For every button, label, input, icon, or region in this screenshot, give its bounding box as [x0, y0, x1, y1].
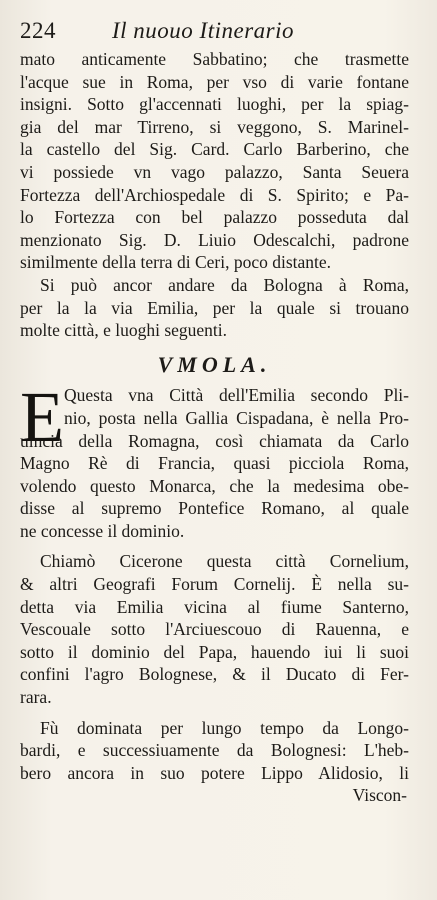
- text-line: disse al supremo Pontefice Romano, al quale: [20, 498, 409, 519]
- body-text: [20, 48, 409, 807]
- paragraph-5: [20, 717, 409, 785]
- paragraph-1: [20, 48, 409, 274]
- text-line: Questa vna Città dell'Emilia secondo Pli-: [64, 385, 409, 406]
- text-line: uincia della Romagna, così chiamata da Carlo: [20, 430, 409, 451]
- text-line: mato anticamente Sabbatino; che trasmette: [20, 49, 409, 69]
- text-line: Chiamò Cicerone questa città Cornelium,: [40, 551, 409, 572]
- text-line: la castello del Sig. Card. Carlo Barberino, che: [20, 139, 409, 160]
- text-line: insigni. Sotto gl'accennati luoghi, per la spiag-: [20, 94, 409, 115]
- text-line: Fortezza dell'Archiospedale di S. Spirito; e Pa-: [20, 184, 409, 205]
- text-line: nio, posta nella Gallia Cispadana, è nella Pro-: [64, 407, 409, 428]
- text-line: Magno Rè di Francia, quasi picciola Roma,: [20, 453, 409, 474]
- text-line: bardi, e successiuamente da Bolognesi: L'heb-: [20, 740, 409, 761]
- paragraph-4: [20, 550, 409, 708]
- paragraph-3: [20, 377, 409, 542]
- paragraph-2: [20, 274, 409, 342]
- page-header: [20, 18, 409, 48]
- text-line: bero ancora in suo potere Lippo Alidosio, li: [20, 762, 409, 783]
- text-line: similmente della terra di Ceri, poco distante.: [20, 252, 332, 273]
- catchword: Viscon-: [352, 785, 407, 806]
- text-line: per la la via Emilia, per la quale si trouano: [20, 297, 409, 318]
- text-line: vi possiede vn vago palazzo, Santa Seuera: [20, 161, 409, 182]
- running-title: Il nuouo Itinerario: [112, 18, 294, 43]
- text-line: Si può ancor andare da Bologna à Roma,: [40, 274, 409, 295]
- text-line: rara.: [20, 687, 52, 708]
- text-line: menzionato Sig. D. Liuio Odescalchi, padrone: [20, 229, 409, 250]
- text-line: Vescouale sotto l'Arciuescouo di Rauenna, e: [20, 619, 409, 640]
- page-number: 224: [20, 18, 56, 43]
- text-line: confini l'agro Bolognese, & il Ducato di Fer-: [20, 664, 409, 685]
- text-line: ne concesse il dominio.: [20, 520, 185, 541]
- text-line: & altri Geografi Forum Cornelij. È nella su-: [20, 574, 409, 595]
- text-line: sotto il dominio del Papa, hauendo iui li suoi: [20, 641, 409, 662]
- text-line: l'acque sue in Roma, per vso di varie fontane: [20, 71, 409, 92]
- text-line: Fù dominata per lungo tempo da Longo-: [40, 717, 409, 738]
- text-line: gia del mar Tirreno, si veggono, S. Marinel-: [20, 116, 409, 137]
- text-line: molte città, e luoghi seguenti.: [20, 320, 228, 341]
- text-line: volendo questo Monarca, che la medesima obe-: [20, 475, 409, 496]
- drop-cap: E: [20, 377, 64, 458]
- text-line: detta via Emilia vicina al fiume Santerno,: [20, 596, 409, 617]
- text-line: lo Fortezza con bel palazzo posseduta dal: [20, 207, 409, 228]
- section-title: VMOLA.: [157, 351, 272, 377]
